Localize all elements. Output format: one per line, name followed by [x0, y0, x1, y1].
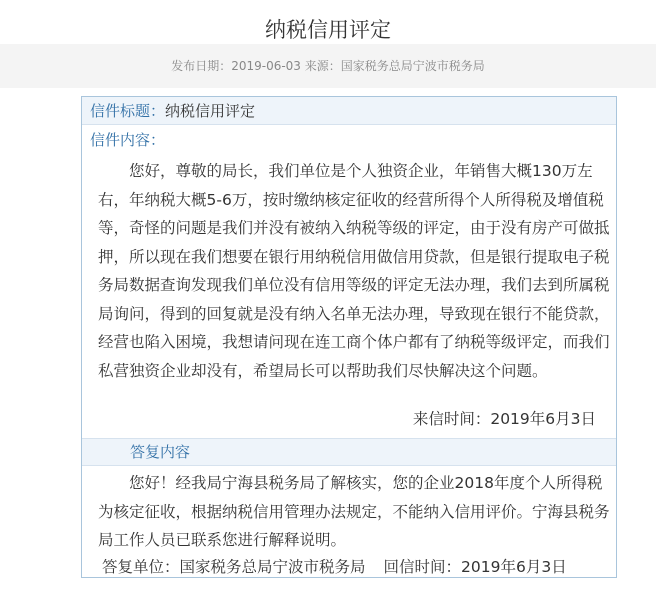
reply-time: 2019年6月3日: [461, 558, 567, 576]
article-meta: [0, 44, 656, 88]
source: 国家税务总局宁波市税务局: [340, 59, 485, 73]
subject-text: 纳税信用评定: [165, 102, 256, 120]
source-label: 来源：: [304, 59, 341, 73]
reply-time-label: 回信时间：: [383, 558, 462, 576]
reply-unit-label: 答复单位：: [102, 558, 180, 576]
reply-header: 答复内容: [82, 438, 616, 466]
sent-time-value: 2019年6月3日: [490, 410, 596, 428]
page-title: 纳税信用评定: [265, 18, 391, 42]
question-body: 您好，尊敬的局长，我们单位是个人独资企业，年销售大概130万左右，年纳税大概5-6万，按时缴纳核定征收的经营所得个人所得税及增值税等，奇怪的问题是我们并没有被纳入纳税等级的评定，由于没有房产可做抵押，所以现在我们想要在银行用纳税信用做信用贷款，但是银行提取电子税务局数据查询发现我们单位没有信用等级的评定无法办理，我们去到所属税局询问，得到的回复就是没有纳入名单无法办理，导致现在银行不能贷款，经营也陷入困境，我想请问现在连工商个体户都有了纳税等级评定，而我们私营独资企业却没有，希望局长可以帮助我们尽快解决这个问题。: [98, 162, 610, 380]
letter-box: [81, 96, 617, 578]
content-label: 信件内容：: [90, 131, 166, 149]
reply-body: 您好！经我局宁海县税务局了解核实，您的企业2018年度个人所得税为核定征收，根据纳税信用管理办法规定，不能纳入信用评价。宁海县税务局工作人员已联系您进行解释说明。: [98, 474, 610, 549]
subject-row: [82, 97, 616, 125]
subject-label: 信件标题：: [90, 102, 166, 120]
reply-footer: [102, 555, 567, 579]
publish-date-label: 发布日期：: [171, 59, 232, 73]
publish-date: 2019-06-03: [231, 59, 301, 73]
sent-time: [413, 407, 596, 431]
sent-time-label: 来信时间：: [412, 410, 491, 428]
reply-unit: 国家税务总局宁波市税务局: [179, 558, 366, 576]
